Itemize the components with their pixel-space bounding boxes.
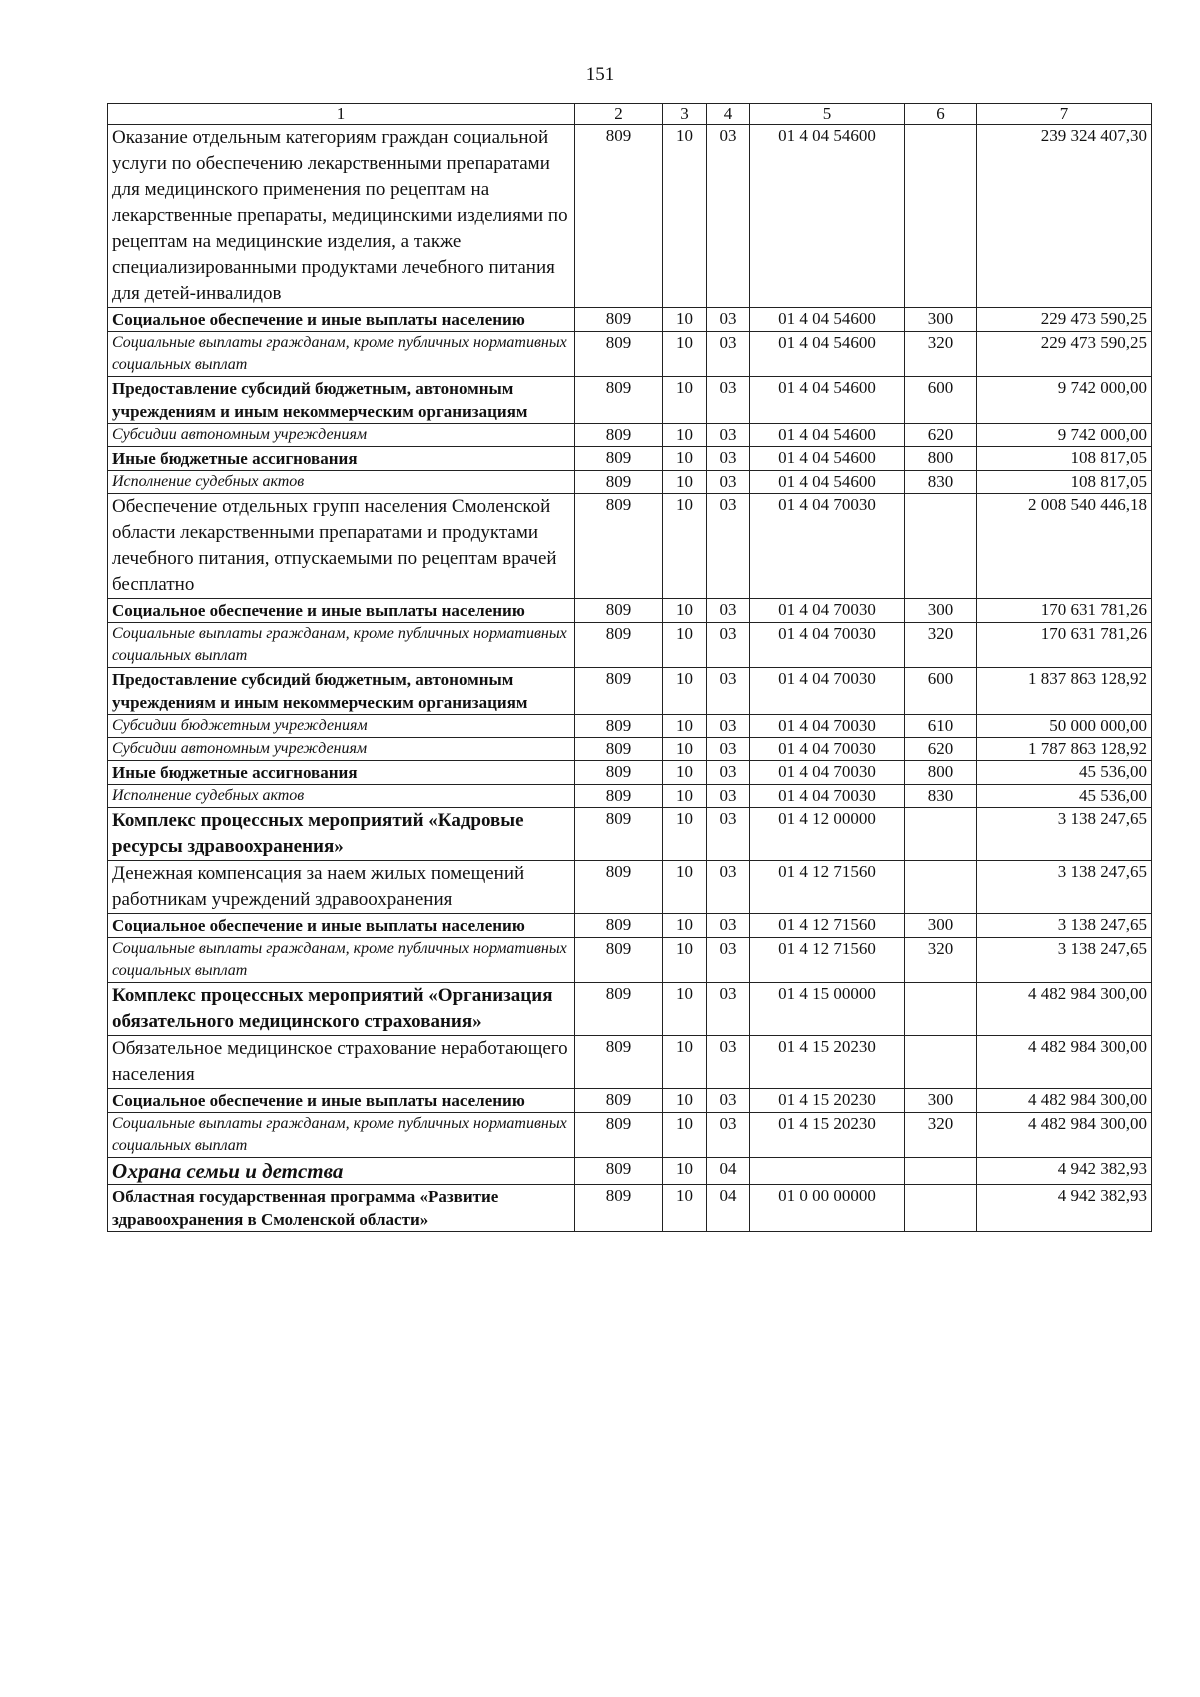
row-expense-type-cell: 610 — [905, 715, 977, 738]
table-row — [108, 332, 1152, 377]
row-ved-cell: 809 — [575, 738, 663, 761]
row-target-article-cell: 01 4 04 54600 — [750, 377, 905, 424]
row-subsection-cell: 03 — [707, 424, 750, 447]
row-section-cell: 10 — [663, 332, 707, 377]
row-section-cell: 10 — [663, 715, 707, 738]
row-section-cell: 10 — [663, 808, 707, 861]
row-expense-type-cell — [905, 808, 977, 861]
row-target-article-cell: 01 4 04 54600 — [750, 424, 905, 447]
row-ved-cell: 809 — [575, 785, 663, 808]
row-name-cell: Социальные выплаты гражданам, кроме публичных нормативных социальных выплат — [108, 332, 575, 377]
row-name-cell: Социальное обеспечение и иные выплаты населению — [108, 599, 575, 623]
row-expense-type-cell: 320 — [905, 623, 977, 668]
row-subsection-cell: 03 — [707, 494, 750, 599]
row-ved-cell: 809 — [575, 308, 663, 332]
row-amount-cell: 45 536,00 — [977, 785, 1152, 808]
header-cell-7: 7 — [977, 104, 1152, 125]
header-cell-2: 2 — [575, 104, 663, 125]
table-body — [108, 125, 1152, 1232]
row-amount-cell: 170 631 781,26 — [977, 623, 1152, 668]
table-row — [108, 494, 1152, 599]
row-target-article-cell: 01 4 04 70030 — [750, 738, 905, 761]
row-name-cell: Исполнение судебных актов — [108, 785, 575, 808]
header-cell-6: 6 — [905, 104, 977, 125]
header-row — [108, 104, 1152, 125]
row-subsection-cell: 04 — [707, 1185, 750, 1232]
row-ved-cell: 809 — [575, 761, 663, 785]
row-section-cell: 10 — [663, 1158, 707, 1185]
row-expense-type-cell: 830 — [905, 785, 977, 808]
row-expense-type-cell: 320 — [905, 938, 977, 983]
row-target-article-cell: 01 4 04 70030 — [750, 623, 905, 668]
row-expense-type-cell — [905, 983, 977, 1036]
row-amount-cell: 108 817,05 — [977, 447, 1152, 471]
table-row — [108, 1185, 1152, 1232]
row-ved-cell: 809 — [575, 599, 663, 623]
row-amount-cell: 229 473 590,25 — [977, 332, 1152, 377]
row-amount-cell: 4 482 984 300,00 — [977, 983, 1152, 1036]
row-name-cell: Социальное обеспечение и иные выплаты населению — [108, 1089, 575, 1113]
table-row — [108, 424, 1152, 447]
row-section-cell: 10 — [663, 599, 707, 623]
row-subsection-cell: 03 — [707, 332, 750, 377]
row-expense-type-cell: 600 — [905, 377, 977, 424]
budget-table — [107, 103, 1152, 1232]
row-subsection-cell: 03 — [707, 447, 750, 471]
row-section-cell: 10 — [663, 377, 707, 424]
row-section-cell: 10 — [663, 125, 707, 308]
table-row — [108, 785, 1152, 808]
row-subsection-cell: 03 — [707, 808, 750, 861]
row-name-cell: Социальные выплаты гражданам, кроме публичных нормативных социальных выплат — [108, 938, 575, 983]
row-target-article-cell: 01 4 15 20230 — [750, 1036, 905, 1089]
row-ved-cell: 809 — [575, 938, 663, 983]
row-amount-cell: 108 817,05 — [977, 471, 1152, 494]
row-section-cell: 10 — [663, 738, 707, 761]
row-expense-type-cell — [905, 1185, 977, 1232]
row-ved-cell: 809 — [575, 125, 663, 308]
row-expense-type-cell: 300 — [905, 914, 977, 938]
row-section-cell: 10 — [663, 1036, 707, 1089]
row-ved-cell: 809 — [575, 1158, 663, 1185]
row-name-cell: Субсидии бюджетным учреждениям — [108, 715, 575, 738]
row-amount-cell: 4 942 382,93 — [977, 1185, 1152, 1232]
row-section-cell: 10 — [663, 914, 707, 938]
row-name-cell: Субсидии автономным учреждениям — [108, 424, 575, 447]
table-row — [108, 983, 1152, 1036]
row-section-cell: 10 — [663, 668, 707, 715]
row-ved-cell: 809 — [575, 377, 663, 424]
row-subsection-cell: 03 — [707, 861, 750, 914]
row-subsection-cell: 03 — [707, 1089, 750, 1113]
row-ved-cell: 809 — [575, 715, 663, 738]
table-row — [108, 1158, 1152, 1185]
table-row — [108, 808, 1152, 861]
row-target-article-cell: 01 0 00 00000 — [750, 1185, 905, 1232]
row-name-cell: Иные бюджетные ассигнования — [108, 761, 575, 785]
row-target-article-cell: 01 4 12 71560 — [750, 914, 905, 938]
header-cell-5: 5 — [750, 104, 905, 125]
row-subsection-cell: 03 — [707, 738, 750, 761]
row-subsection-cell: 03 — [707, 125, 750, 308]
row-name-cell: Оказание отдельным категориям граждан социальной услуги по обеспечению лекарственными препаратами для медицинского применения по рецептам на лекарственные препараты, медицинскими изделиями по рецептам на медицинские изделия, а также специализированными продуктами лечебного питания для детей-инвалидов — [108, 125, 575, 308]
row-subsection-cell: 03 — [707, 308, 750, 332]
row-section-cell: 10 — [663, 1089, 707, 1113]
row-subsection-cell: 03 — [707, 938, 750, 983]
row-expense-type-cell: 300 — [905, 308, 977, 332]
row-section-cell: 10 — [663, 308, 707, 332]
table-row — [108, 471, 1152, 494]
row-section-cell: 10 — [663, 424, 707, 447]
row-ved-cell: 809 — [575, 1185, 663, 1232]
row-name-cell: Комплекс процессных мероприятий «Организация обязательного медицинского страхования» — [108, 983, 575, 1036]
row-amount-cell: 4 482 984 300,00 — [977, 1036, 1152, 1089]
row-subsection-cell: 03 — [707, 914, 750, 938]
row-section-cell: 10 — [663, 471, 707, 494]
row-name-cell: Обеспечение отдельных групп населения Смоленской области лекарственными препаратами и продуктами лечебного питания, отпускаемыми по рецептам врачей бесплатно — [108, 494, 575, 599]
header-cell-1: 1 — [108, 104, 575, 125]
row-subsection-cell: 03 — [707, 785, 750, 808]
row-name-cell: Обязательное медицинское страхование неработающего населения — [108, 1036, 575, 1089]
row-amount-cell: 170 631 781,26 — [977, 599, 1152, 623]
row-subsection-cell: 03 — [707, 377, 750, 424]
row-ved-cell: 809 — [575, 861, 663, 914]
row-name-cell: Комплекс процессных мероприятий «Кадровые ресурсы здравоохранения» — [108, 808, 575, 861]
row-section-cell: 10 — [663, 861, 707, 914]
table-row — [108, 914, 1152, 938]
row-name-cell: Социальные выплаты гражданам, кроме публичных нормативных социальных выплат — [108, 1113, 575, 1158]
row-name-cell: Социальные выплаты гражданам, кроме публичных нормативных социальных выплат — [108, 623, 575, 668]
row-amount-cell: 4 942 382,93 — [977, 1158, 1152, 1185]
table-row — [108, 715, 1152, 738]
row-target-article-cell: 01 4 12 71560 — [750, 861, 905, 914]
row-amount-cell: 2 008 540 446,18 — [977, 494, 1152, 599]
row-amount-cell: 3 138 247,65 — [977, 914, 1152, 938]
row-expense-type-cell — [905, 861, 977, 914]
row-target-article-cell: 01 4 04 54600 — [750, 471, 905, 494]
table-row — [108, 761, 1152, 785]
table-row — [108, 668, 1152, 715]
row-target-article-cell: 01 4 04 70030 — [750, 785, 905, 808]
row-amount-cell: 3 138 247,65 — [977, 808, 1152, 861]
table-row — [108, 447, 1152, 471]
row-section-cell: 10 — [663, 761, 707, 785]
row-amount-cell: 229 473 590,25 — [977, 308, 1152, 332]
row-name-cell: Социальное обеспечение и иные выплаты населению — [108, 914, 575, 938]
row-subsection-cell: 03 — [707, 761, 750, 785]
row-target-article-cell: 01 4 12 00000 — [750, 808, 905, 861]
row-name-cell: Денежная компенсация за наем жилых помещений работникам учреждений здравоохранения — [108, 861, 575, 914]
table-row — [108, 1036, 1152, 1089]
row-expense-type-cell: 620 — [905, 738, 977, 761]
row-subsection-cell: 03 — [707, 668, 750, 715]
row-section-cell: 10 — [663, 785, 707, 808]
row-amount-cell: 1 837 863 128,92 — [977, 668, 1152, 715]
row-name-cell: Иные бюджетные ассигнования — [108, 447, 575, 471]
table-row — [108, 738, 1152, 761]
row-target-article-cell: 01 4 04 70030 — [750, 715, 905, 738]
header-cell-4: 4 — [707, 104, 750, 125]
row-section-cell: 10 — [663, 623, 707, 668]
row-subsection-cell: 03 — [707, 1113, 750, 1158]
row-expense-type-cell: 600 — [905, 668, 977, 715]
row-expense-type-cell: 300 — [905, 599, 977, 623]
row-target-article-cell: 01 4 04 70030 — [750, 668, 905, 715]
row-expense-type-cell: 300 — [905, 1089, 977, 1113]
row-target-article-cell: 01 4 04 54600 — [750, 125, 905, 308]
row-section-cell: 10 — [663, 447, 707, 471]
row-name-cell: Исполнение судебных актов — [108, 471, 575, 494]
row-target-article-cell: 01 4 04 70030 — [750, 599, 905, 623]
row-target-article-cell: 01 4 04 70030 — [750, 494, 905, 599]
row-ved-cell: 809 — [575, 668, 663, 715]
row-target-article-cell — [750, 1158, 905, 1185]
row-section-cell: 10 — [663, 938, 707, 983]
row-section-cell: 10 — [663, 983, 707, 1036]
row-name-cell: Предоставление субсидий бюджетным, автономным учреждениям и иным некоммерческим организациям — [108, 668, 575, 715]
row-amount-cell: 239 324 407,30 — [977, 125, 1152, 308]
row-ved-cell: 809 — [575, 808, 663, 861]
row-section-cell: 10 — [663, 494, 707, 599]
row-name-cell: Предоставление субсидий бюджетным, автономным учреждениям и иным некоммерческим организациям — [108, 377, 575, 424]
row-expense-type-cell: 830 — [905, 471, 977, 494]
row-amount-cell: 45 536,00 — [977, 761, 1152, 785]
row-ved-cell: 809 — [575, 424, 663, 447]
row-ved-cell: 809 — [575, 983, 663, 1036]
row-target-article-cell: 01 4 15 20230 — [750, 1113, 905, 1158]
table-row — [108, 308, 1152, 332]
row-name-cell: Социальное обеспечение и иные выплаты населению — [108, 308, 575, 332]
row-target-article-cell: 01 4 04 54600 — [750, 332, 905, 377]
page-number: 151 — [585, 64, 615, 85]
row-subsection-cell: 03 — [707, 623, 750, 668]
row-target-article-cell: 01 4 15 20230 — [750, 1089, 905, 1113]
row-ved-cell: 809 — [575, 1036, 663, 1089]
row-amount-cell: 3 138 247,65 — [977, 938, 1152, 983]
table-row — [108, 599, 1152, 623]
table-row — [108, 623, 1152, 668]
row-subsection-cell: 03 — [707, 715, 750, 738]
table-row — [108, 377, 1152, 424]
row-name-cell: Областная государственная программа «Развитие здравоохранения в Смоленской области» — [108, 1185, 575, 1232]
table-row — [108, 938, 1152, 983]
row-ved-cell: 809 — [575, 623, 663, 668]
row-ved-cell: 809 — [575, 914, 663, 938]
row-amount-cell: 1 787 863 128,92 — [977, 738, 1152, 761]
row-target-article-cell: 01 4 04 54600 — [750, 447, 905, 471]
row-expense-type-cell — [905, 1158, 977, 1185]
row-amount-cell: 9 742 000,00 — [977, 424, 1152, 447]
row-subsection-cell: 03 — [707, 983, 750, 1036]
row-ved-cell: 809 — [575, 1089, 663, 1113]
table-row — [108, 861, 1152, 914]
row-expense-type-cell: 800 — [905, 447, 977, 471]
row-amount-cell: 50 000 000,00 — [977, 715, 1152, 738]
row-ved-cell: 809 — [575, 1113, 663, 1158]
row-subsection-cell: 03 — [707, 599, 750, 623]
row-subsection-cell: 04 — [707, 1158, 750, 1185]
row-expense-type-cell — [905, 125, 977, 308]
row-subsection-cell: 03 — [707, 1036, 750, 1089]
row-amount-cell: 4 482 984 300,00 — [977, 1089, 1152, 1113]
row-ved-cell: 809 — [575, 471, 663, 494]
row-subsection-cell: 03 — [707, 471, 750, 494]
row-ved-cell: 809 — [575, 494, 663, 599]
row-target-article-cell: 01 4 12 71560 — [750, 938, 905, 983]
row-expense-type-cell: 320 — [905, 1113, 977, 1158]
row-target-article-cell: 01 4 04 54600 — [750, 308, 905, 332]
row-name-cell: Охрана семьи и детства — [108, 1158, 575, 1185]
row-amount-cell: 4 482 984 300,00 — [977, 1113, 1152, 1158]
row-ved-cell: 809 — [575, 447, 663, 471]
row-target-article-cell: 01 4 04 70030 — [750, 761, 905, 785]
row-amount-cell: 3 138 247,65 — [977, 861, 1152, 914]
table-row — [108, 1089, 1152, 1113]
row-expense-type-cell: 320 — [905, 332, 977, 377]
row-amount-cell: 9 742 000,00 — [977, 377, 1152, 424]
row-name-cell: Субсидии автономным учреждениям — [108, 738, 575, 761]
row-expense-type-cell: 800 — [905, 761, 977, 785]
row-expense-type-cell: 620 — [905, 424, 977, 447]
header-cell-3: 3 — [663, 104, 707, 125]
row-ved-cell: 809 — [575, 332, 663, 377]
table-row — [108, 1113, 1152, 1158]
row-target-article-cell: 01 4 15 00000 — [750, 983, 905, 1036]
table-row — [108, 125, 1152, 308]
row-expense-type-cell — [905, 494, 977, 599]
row-section-cell: 10 — [663, 1113, 707, 1158]
row-section-cell: 10 — [663, 1185, 707, 1232]
row-expense-type-cell — [905, 1036, 977, 1089]
